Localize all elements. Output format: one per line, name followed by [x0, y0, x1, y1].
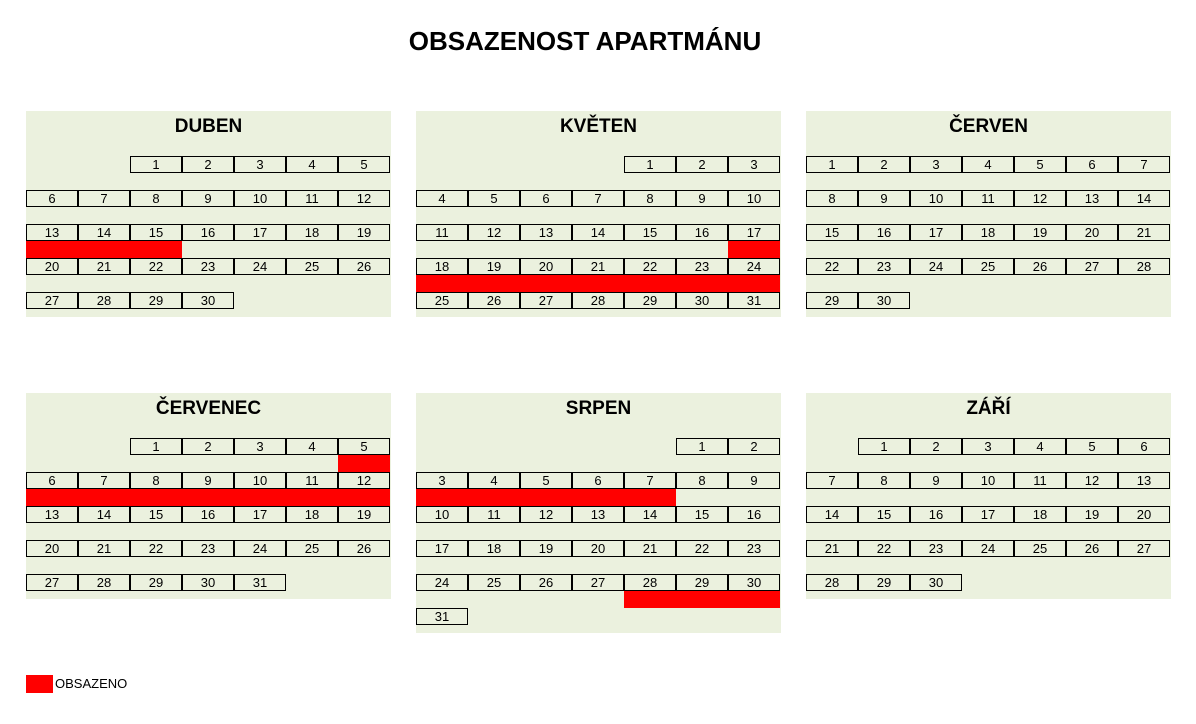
day-cell: 14: [806, 506, 858, 523]
day-cell: 15: [624, 224, 676, 241]
day-cell: 20: [26, 540, 78, 557]
day-cell: 7: [78, 190, 130, 207]
day-cell: 4: [286, 156, 338, 173]
day-cell: 20: [26, 258, 78, 275]
day-cell: 7: [806, 472, 858, 489]
day-cell: 30: [182, 292, 234, 309]
day-cell: 15: [858, 506, 910, 523]
day-cell: 8: [676, 472, 728, 489]
day-cell: 14: [572, 224, 624, 241]
day-cell: 14: [1118, 190, 1170, 207]
day-cell: 21: [806, 540, 858, 557]
day-cell: 18: [468, 540, 520, 557]
day-cell: 2: [910, 438, 962, 455]
day-cell: 10: [234, 472, 286, 489]
day-cell: 23: [182, 540, 234, 557]
occupied-bar: [338, 455, 390, 472]
day-cell: 12: [1014, 190, 1066, 207]
day-cell: 3: [962, 438, 1014, 455]
day-cell: 3: [234, 438, 286, 455]
day-cell: 8: [130, 472, 182, 489]
day-cell: 5: [338, 156, 390, 173]
day-cell: 26: [520, 574, 572, 591]
day-cell: 16: [858, 224, 910, 241]
day-cell: 18: [286, 224, 338, 241]
day-cell: 17: [962, 506, 1014, 523]
occupied-bar: [26, 489, 390, 506]
day-cell: 3: [416, 472, 468, 489]
day-cell: 14: [624, 506, 676, 523]
day-cell: 6: [26, 472, 78, 489]
day-cell: 28: [78, 292, 130, 309]
day-cell: 16: [182, 506, 234, 523]
day-cell: 11: [468, 506, 520, 523]
day-cell: 24: [234, 258, 286, 275]
day-cell: 29: [130, 574, 182, 591]
day-cell: 28: [624, 574, 676, 591]
day-cell: 8: [624, 190, 676, 207]
day-cell: 8: [858, 472, 910, 489]
month-title: ČERVEN: [949, 116, 1028, 137]
day-cell: 20: [1066, 224, 1118, 241]
day-cell: 9: [182, 472, 234, 489]
day-cell: 16: [728, 506, 780, 523]
day-cell: 4: [1014, 438, 1066, 455]
page-title: OBSAZENOST APARTMÁNU: [408, 26, 762, 56]
day-cell: 26: [1066, 540, 1118, 557]
day-cell: 19: [520, 540, 572, 557]
day-cell: 5: [1014, 156, 1066, 173]
day-cell: 10: [962, 472, 1014, 489]
day-cell: 6: [520, 190, 572, 207]
day-cell: 10: [728, 190, 780, 207]
day-cell: 2: [182, 156, 234, 173]
day-cell: 9: [182, 190, 234, 207]
day-cell: 21: [78, 258, 130, 275]
month-panel-cerven: [806, 111, 1171, 317]
day-cell: 9: [858, 190, 910, 207]
day-cell: 28: [1118, 258, 1170, 275]
day-cell: 11: [416, 224, 468, 241]
day-cell: 25: [286, 540, 338, 557]
occupied-bar: [416, 275, 780, 292]
day-cell: 25: [1014, 540, 1066, 557]
day-cell: 17: [234, 224, 286, 241]
day-cell: 19: [338, 506, 390, 523]
day-cell: 14: [78, 224, 130, 241]
day-cell: 27: [1118, 540, 1170, 557]
day-cell: 15: [806, 224, 858, 241]
day-cell: 4: [962, 156, 1014, 173]
day-cell: 30: [858, 292, 910, 309]
day-cell: 22: [624, 258, 676, 275]
day-cell: 7: [624, 472, 676, 489]
day-cell: 1: [624, 156, 676, 173]
month-panel-cervenec: [26, 393, 391, 599]
month-title: DUBEN: [174, 116, 243, 137]
day-cell: 11: [286, 190, 338, 207]
day-cell: 16: [910, 506, 962, 523]
day-cell: 20: [1118, 506, 1170, 523]
day-cell: 19: [468, 258, 520, 275]
day-cell: 28: [78, 574, 130, 591]
day-cell: 26: [338, 540, 390, 557]
day-cell: 22: [806, 258, 858, 275]
day-cell: 9: [728, 472, 780, 489]
month-panel-kveten: [416, 111, 781, 317]
day-cell: 6: [572, 472, 624, 489]
month-title: ZÁŘÍ: [966, 398, 1011, 419]
day-cell: 18: [286, 506, 338, 523]
day-cell: 30: [910, 574, 962, 591]
day-cell: 13: [572, 506, 624, 523]
day-cell: 26: [1014, 258, 1066, 275]
day-cell: 24: [910, 258, 962, 275]
day-cell: 20: [520, 258, 572, 275]
day-cell: 6: [1066, 156, 1118, 173]
day-cell: 10: [234, 190, 286, 207]
day-cell: 7: [78, 472, 130, 489]
day-cell: 31: [234, 574, 286, 591]
day-cell: 13: [26, 224, 78, 241]
day-cell: 7: [572, 190, 624, 207]
day-cell: 19: [338, 224, 390, 241]
day-cell: 14: [78, 506, 130, 523]
day-cell: 10: [910, 190, 962, 207]
day-cell: 11: [962, 190, 1014, 207]
day-cell: 21: [624, 540, 676, 557]
day-cell: 23: [858, 258, 910, 275]
day-cell: 15: [130, 506, 182, 523]
day-cell: 27: [520, 292, 572, 309]
day-cell: 18: [962, 224, 1014, 241]
day-cell: 29: [806, 292, 858, 309]
day-cell: 4: [468, 472, 520, 489]
day-cell: 19: [1014, 224, 1066, 241]
occupied-bar: [624, 591, 780, 608]
day-cell: 17: [234, 506, 286, 523]
day-cell: 29: [130, 292, 182, 309]
legend-occupied-swatch: [26, 675, 53, 693]
day-cell: 8: [130, 190, 182, 207]
day-cell: 24: [416, 574, 468, 591]
day-cell: 17: [728, 224, 780, 241]
month-title: ČERVENEC: [155, 398, 262, 419]
day-cell: 1: [676, 438, 728, 455]
day-cell: 10: [416, 506, 468, 523]
legend-occupied-label: OBSAZENO: [55, 676, 128, 691]
day-cell: 23: [910, 540, 962, 557]
day-cell: 24: [234, 540, 286, 557]
day-cell: 27: [26, 292, 78, 309]
day-cell: 11: [286, 472, 338, 489]
day-cell: 27: [1066, 258, 1118, 275]
day-cell: 12: [468, 224, 520, 241]
day-cell: 16: [182, 224, 234, 241]
day-cell: 3: [910, 156, 962, 173]
day-cell: 6: [1118, 438, 1170, 455]
day-cell: 2: [676, 156, 728, 173]
day-cell: 23: [182, 258, 234, 275]
day-cell: 18: [416, 258, 468, 275]
day-cell: 26: [468, 292, 520, 309]
day-cell: 22: [130, 258, 182, 275]
day-cell: 19: [1066, 506, 1118, 523]
day-cell: 2: [728, 438, 780, 455]
occupied-bar: [416, 489, 676, 506]
day-cell: 1: [806, 156, 858, 173]
day-cell: 23: [728, 540, 780, 557]
day-cell: 5: [468, 190, 520, 207]
day-cell: 5: [1066, 438, 1118, 455]
occupied-bar: [728, 241, 780, 258]
day-cell: 11: [1014, 472, 1066, 489]
day-cell: 3: [728, 156, 780, 173]
month-panel-zari: [806, 393, 1171, 599]
day-cell: 30: [182, 574, 234, 591]
day-cell: 18: [1014, 506, 1066, 523]
day-cell: 27: [26, 574, 78, 591]
day-cell: 6: [26, 190, 78, 207]
month-panel-duben: [26, 111, 391, 317]
day-cell: 8: [806, 190, 858, 207]
day-cell: 12: [338, 472, 390, 489]
day-cell: 4: [416, 190, 468, 207]
month-title: SRPEN: [565, 398, 632, 419]
day-cell: 2: [858, 156, 910, 173]
occupied-bar: [26, 241, 182, 258]
day-cell: 31: [728, 292, 780, 309]
day-cell: 13: [1066, 190, 1118, 207]
day-cell: 22: [858, 540, 910, 557]
day-cell: 1: [858, 438, 910, 455]
day-cell: 12: [1066, 472, 1118, 489]
day-cell: 21: [572, 258, 624, 275]
day-cell: 27: [572, 574, 624, 591]
day-cell: 5: [520, 472, 572, 489]
day-cell: 13: [520, 224, 572, 241]
day-cell: 17: [416, 540, 468, 557]
day-cell: 13: [1118, 472, 1170, 489]
day-cell: 17: [910, 224, 962, 241]
day-cell: 3: [234, 156, 286, 173]
day-cell: 9: [910, 472, 962, 489]
day-cell: 7: [1118, 156, 1170, 173]
day-cell: 12: [520, 506, 572, 523]
day-cell: 24: [962, 540, 1014, 557]
day-cell: 21: [78, 540, 130, 557]
day-cell: 26: [338, 258, 390, 275]
month-title: KVĚTEN: [559, 116, 638, 137]
day-cell: 30: [676, 292, 728, 309]
day-cell: 4: [286, 438, 338, 455]
day-cell: 20: [572, 540, 624, 557]
day-cell: 25: [962, 258, 1014, 275]
day-cell: 2: [182, 438, 234, 455]
day-cell: 28: [806, 574, 858, 591]
day-cell: 30: [728, 574, 780, 591]
day-cell: 29: [624, 292, 676, 309]
day-cell: 16: [676, 224, 728, 241]
day-cell: 25: [286, 258, 338, 275]
day-cell: 29: [676, 574, 728, 591]
day-cell: 25: [416, 292, 468, 309]
day-cell: 22: [676, 540, 728, 557]
month-panel-srpen: [416, 393, 781, 633]
day-cell: 15: [130, 224, 182, 241]
day-cell: 1: [130, 156, 182, 173]
day-cell: 23: [676, 258, 728, 275]
day-cell: 22: [130, 540, 182, 557]
day-cell: 9: [676, 190, 728, 207]
day-cell: 13: [26, 506, 78, 523]
day-cell: 29: [858, 574, 910, 591]
day-cell: 31: [416, 608, 468, 625]
day-cell: 28: [572, 292, 624, 309]
day-cell: 1: [130, 438, 182, 455]
day-cell: 15: [676, 506, 728, 523]
day-cell: 5: [338, 438, 390, 455]
day-cell: 24: [728, 258, 780, 275]
day-cell: 25: [468, 574, 520, 591]
day-cell: 12: [338, 190, 390, 207]
day-cell: 21: [1118, 224, 1170, 241]
